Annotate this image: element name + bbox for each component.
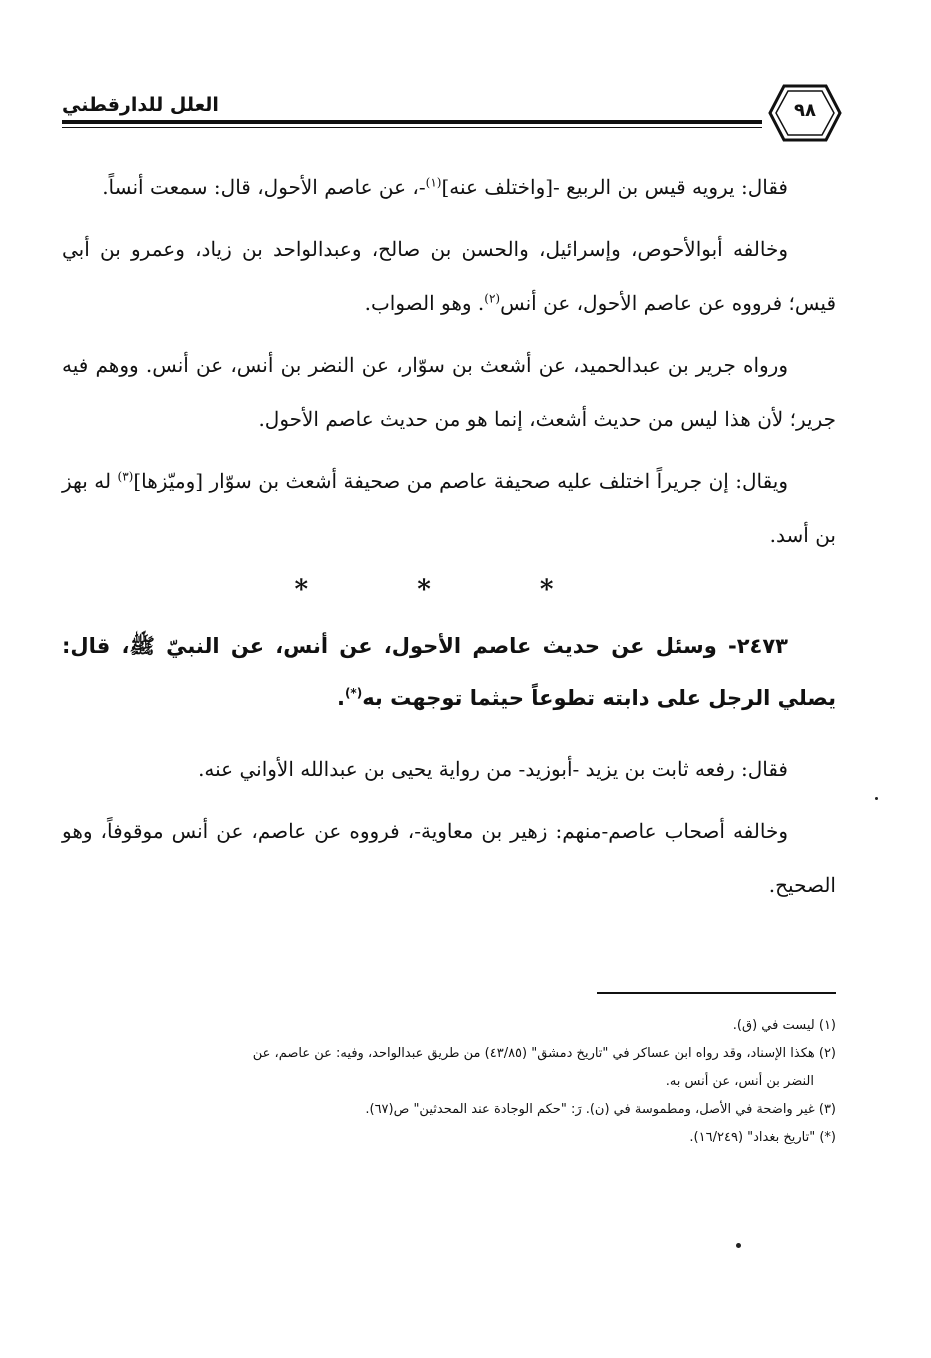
page-header (62, 80, 846, 150)
footnotes (62, 1012, 836, 1152)
footnote-1: (١) ليست في (ق). (732, 1018, 836, 1033)
paragraph-4-end: له بهز بن أسد. (62, 469, 836, 547)
header-rule-thin (62, 127, 762, 128)
paragraph-2-end: . وهو الصواب. (364, 291, 485, 315)
page-number-ornament (764, 82, 846, 144)
paragraph-2 (62, 222, 836, 330)
footnote-ref-3: (٣) (117, 469, 134, 484)
running-title: العلل للدارقطني (62, 94, 219, 116)
footnote-ref-2: (٢) (484, 291, 501, 306)
paragraph-3: ورواه جرير بن عبدالحميد، عن أشعث بن سوّار، عن النضر بن أنس، عن أنس. ووهم فيه جرير؛ لأن هذا ليس من حديث أشعث، إنما هو من حديث عاصم الأحول. (62, 353, 836, 431)
paragraph-1-end: -، عن عاصم الأحول، قال: سمعت أنساً. (102, 175, 426, 199)
footnote-ref-star: (*) (344, 686, 363, 700)
scan-speck (736, 1243, 741, 1248)
entry-heading-end: . (336, 686, 345, 710)
footnote-4: (*) "تاريخ بغداد" (١٦/٢٤٩). (689, 1130, 836, 1145)
header-rule-thick (62, 120, 762, 124)
section-separator: * * * (294, 575, 604, 605)
entry-heading-text: ٢٤٧٣- وسئل عن حديث عاصم الأحول، عن أنس، عن النبيّ ﷺ، قال: يصلي الرجل على دابته تطوعاً حيثما توجهت به (62, 634, 836, 710)
entry-heading (62, 620, 836, 724)
paragraph-1 (62, 160, 836, 214)
paragraph-4-text: ويقال: إن جريراً اختلف عليه صحيفة عاصم من صحيفة أشعث بن سوّار [وميّزها] (133, 469, 788, 493)
paragraph-2-text: وخالفه أبوالأحوص، وإسرائيل، والحسن بن صالح، وعبدالواحد بن زياد، وعمرو بن أبي قيس؛ فرووه عن عاصم الأحول، عن أنس (62, 237, 836, 315)
paragraph-5: فقال: رفعه ثابت بن يزيد -أبوزيد- من رواية يحيى بن عبدالله الأواني عنه. (198, 757, 788, 781)
scan-speck (875, 797, 878, 800)
paragraph-4 (62, 454, 836, 562)
main-text (62, 160, 836, 920)
footnote-2-continued: النضر بن أنس، عن أنس به. (665, 1074, 814, 1089)
footnote-ref-1: (١) (425, 175, 442, 190)
footnote-2: (٢) هكذا الإسناد، وقد رواه ابن عساكر في "تاريخ دمشق" (٤٣/٨٥) من طريق عبدالواحد، وفيه: عن عاصم، عن (252, 1046, 836, 1061)
footnote-rule (597, 992, 836, 994)
paragraph-1-text: فقال: يرويه قيس بن الربيع -[واختلف عنه] (441, 175, 788, 199)
paragraph-6: وخالفه أصحاب عاصم-منهم: زهير بن معاوية-، فرووه عن عاصم، عن أنس موقوفاً، وهو الصحيح. (62, 819, 836, 897)
page-number: ٩٨ (794, 100, 816, 121)
footnote-3: (٣) غير واضحة في الأصل، ومطموسة في (ن). رَ: "حكم الوجادة عند المحدثين" ص(٦٧). (365, 1102, 836, 1117)
